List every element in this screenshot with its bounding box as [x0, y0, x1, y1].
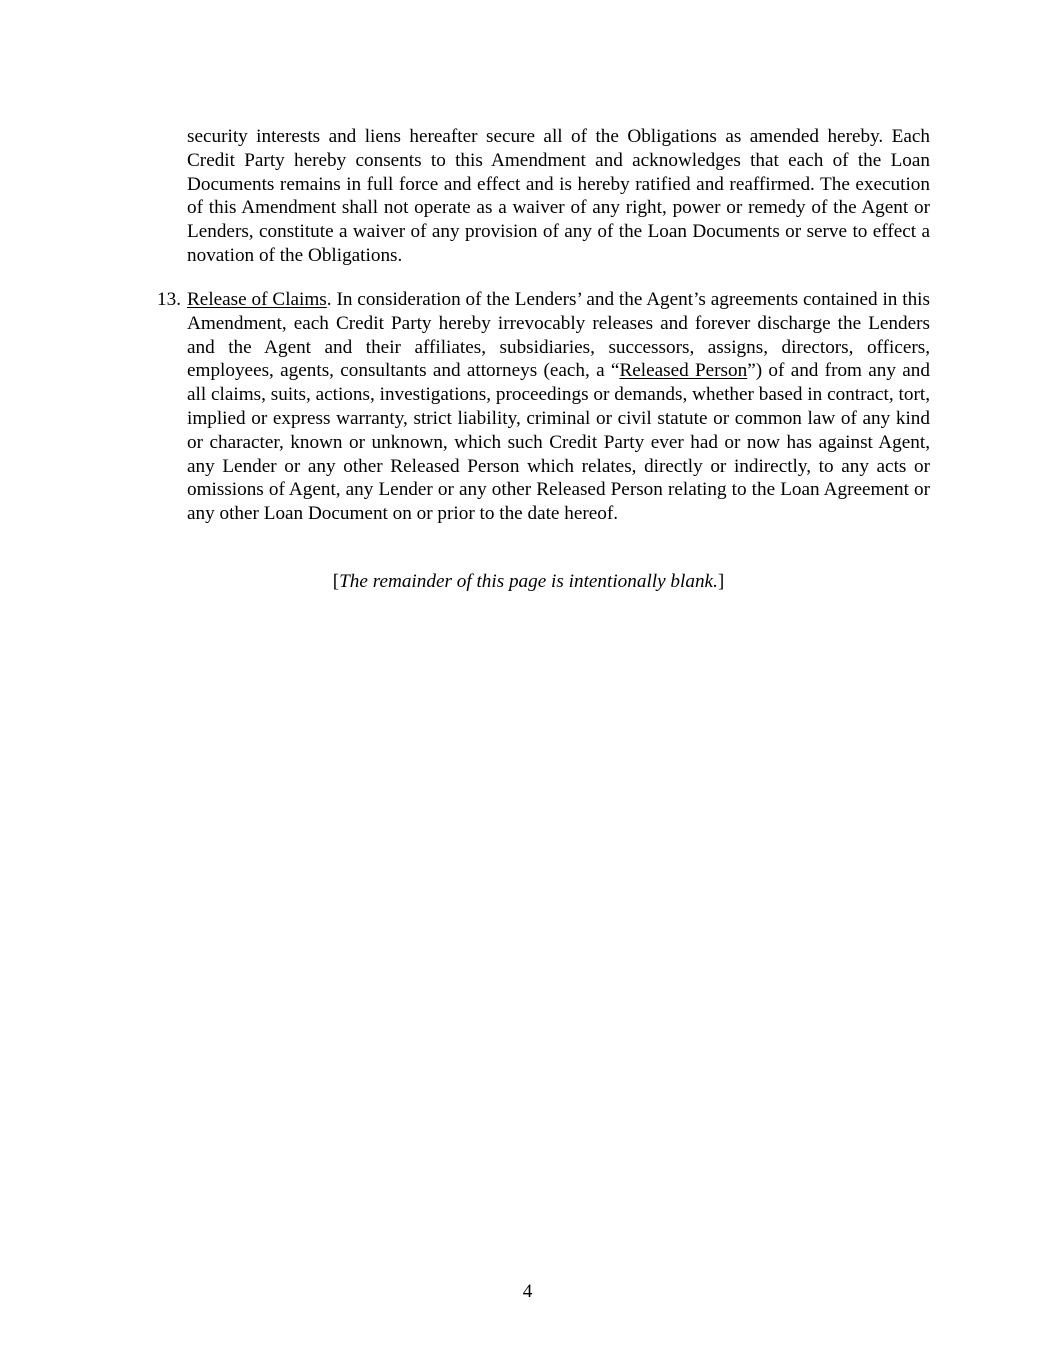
page-number: 4 [522, 1281, 533, 1302]
continuation-paragraph-text: security interests and liens hereafter secure all of the Obligations as amended hereby. Each Credit Party hereby consents to this Amendment and acknowledges that each of the Loan Documents remains in full force and effect and is hereby ratified and reaffirmed. The execution of this Amendment shall not operate as a waiver of any right, power or remedy of the Agent or Lenders, constitute a waiver of any provision of any of the Loan Documents or serve to effect a novation of the Obligations. [187, 126, 930, 266]
section-13-paragraph [157, 288, 930, 526]
released-person-term: Released Person [619, 360, 748, 382]
section-13-text-part1: . In consideration of the Lenders’ and the Agent’s agreements contained in this Amendment, each Credit Party hereby irrevocably releases and forever discharge the Lenders and the Agent and their affiliates, subsidiaries, successors, assigns, directors, officers, employees, agents, consultants and attorneys (each, a “ [187, 289, 930, 382]
blank-notice-open-bracket: [ [332, 571, 340, 592]
intentionally-blank-notice [0, 570, 1055, 594]
section-13-number: 13. [157, 289, 181, 310]
section-13-heading: Release of Claims [187, 289, 327, 310]
blank-notice-close-bracket: ] [717, 571, 725, 592]
intentionally-blank-notice-line [333, 570, 725, 594]
blank-notice-text: The remainder of this page is intentionally blank. [339, 571, 718, 592]
section-13-text-part2: ”) of and from any and all claims, suits, actions, investigations, proceedings or demands, whether based in contract, tort, implied or express warranty, strict liability, criminal or civil statute or common law of any kind or character, known or unknown, which such Credit Party ever had or now has against Agent, any Lender or any other Released Person which relates, directly or indirectly, to any acts or omissions of Agent, any Lender or any other Released Person relating to the Loan Agreement or any other Loan Document on or prior to the date hereof. [187, 360, 930, 525]
continuation-paragraph [187, 125, 930, 268]
